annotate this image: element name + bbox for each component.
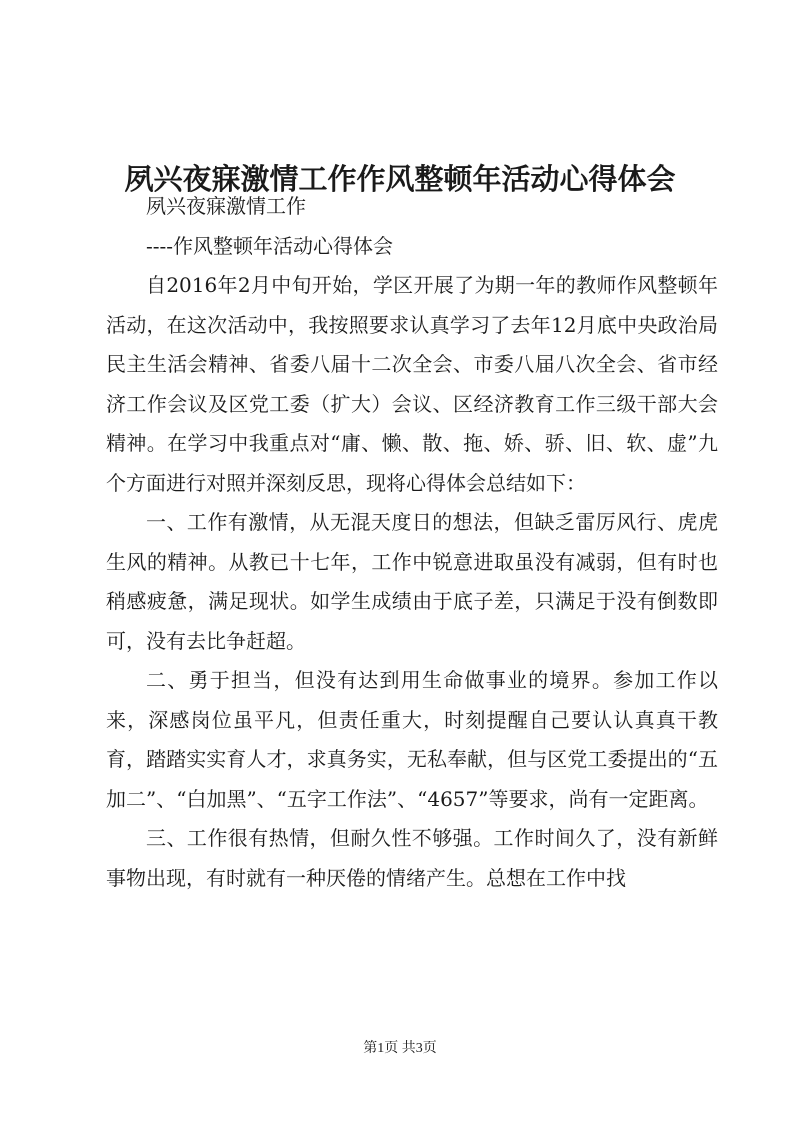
page-number-footer: 第1页 共3页	[363, 1041, 437, 1056]
point-one-paragraph: 一、工作有激情，从无混天度日的想法，但缺乏雷厉风行、虎虎生风的精神。从教已十七年，工作中锐意进取虽没有减弱，但有时也稍感疲惫，满足现状。如学生成绩由于底子差，只满足于没有倒数即可，没有去比争赶超。	[106, 510, 718, 653]
intro-paragraph: 自2016年2月中旬开始，学区开展了为期一年的教师作风整顿年活动，在这次活动中，我按照要求认真学习了去年12月底中央政治局民主生活会精神、省委八届十二次全会、市委八届八次全会、省市经济工作会议及区党工委（扩大）会议、区经济教育工作三级干部大会精神。在学习中我重点对“庸、懒、散、拖、娇、骄、旧、软、虚”九个方面进行对照并深刻反思，现将心得体会总结如下：	[106, 273, 718, 495]
document-title: 夙兴夜寐激情工作作风整顿年活动心得体会	[124, 162, 676, 197]
subtitle-line-2: ----作风整顿年活动心得体会	[146, 233, 394, 258]
point-two-paragraph: 二、勇于担当，但没有达到用生命做事业的境界。参加工作以来，深感岗位虽平凡，但责任重大，时刻提醒自己要认认真真干教育，踏踏实实育人才，求真务实，无私奉献，但与区党工委提出的“五加二”、“白加黑”、“五字工作法”、“4657”等要求，尚有一定距离。	[106, 668, 718, 811]
subtitle-line-1: 夙兴夜寐激情工作	[146, 194, 306, 218]
point-three-paragraph: 三、工作很有热情，但耐久性不够强。工作时间久了，没有新鲜事物出现，有时就有一种厌倦的情绪产生。总想在工作中找	[106, 826, 718, 890]
document-body	[106, 187, 718, 898]
